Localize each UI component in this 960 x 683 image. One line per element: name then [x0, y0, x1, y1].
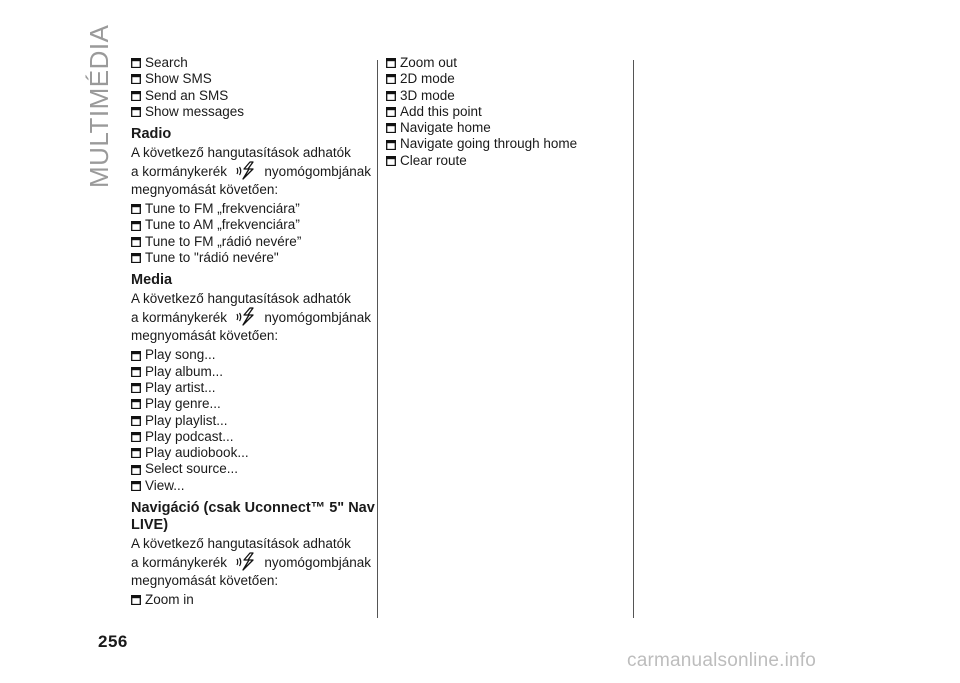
command-item [131, 201, 371, 217]
command-item [131, 347, 371, 363]
column-divider [633, 60, 634, 618]
command-icon [131, 58, 141, 68]
command-item [386, 71, 626, 87]
command-text: Tune to FM „rádió nevére” [145, 233, 302, 249]
command-icon [386, 156, 396, 166]
command-icon [386, 107, 396, 117]
command-text: Tune to FM „frekvenciára” [145, 201, 300, 217]
section-heading-radio: Radio [131, 126, 172, 143]
command-text: Zoom out [400, 55, 458, 70]
command-icon [131, 481, 141, 491]
command-icon [131, 399, 141, 409]
command-item [131, 461, 371, 477]
command-icon [386, 74, 396, 84]
command-icon [131, 221, 141, 231]
command-item [386, 55, 626, 71]
intro-paragraph: A következő hangutasítások adhatók a kormánykerék nyomógombjának megnyomását követően: [131, 145, 371, 198]
command-icon [131, 595, 141, 605]
watermark: carmanualsonline.info [627, 650, 817, 671]
command-item [131, 55, 371, 71]
voice-command-icon [235, 161, 257, 181]
command-text: Search [145, 55, 188, 70]
command-item [131, 217, 371, 233]
command-item [386, 104, 626, 120]
command-item [131, 429, 371, 445]
command-icon [131, 416, 141, 426]
voice-command-icon [235, 552, 257, 572]
command-item [131, 88, 371, 104]
command-text: Play playlist... [145, 412, 228, 428]
command-text: Zoom in [145, 592, 194, 608]
command-text: Show messages [145, 103, 245, 119]
command-text: Select source... [145, 461, 239, 477]
command-text: Tune to "rádió nevére" [145, 250, 279, 266]
column-middle [386, 55, 626, 169]
page-number: 256 [98, 632, 128, 651]
command-text: Send an SMS [145, 87, 229, 103]
command-text: Play audiobook... [145, 445, 249, 461]
command-text: Clear route [400, 152, 467, 168]
command-icon [131, 383, 141, 393]
command-icon [131, 204, 141, 214]
command-text: Play genre... [145, 396, 221, 412]
command-item [131, 413, 371, 429]
command-text: Play song... [145, 347, 216, 363]
command-icon [131, 351, 141, 361]
command-item [131, 478, 371, 494]
column-left [131, 55, 375, 608]
command-item [131, 71, 371, 87]
command-item [131, 445, 371, 461]
command-text: Add this point [400, 103, 482, 119]
command-text: Navigate home [400, 120, 491, 136]
command-item [386, 120, 626, 136]
command-icon [131, 74, 141, 84]
command-icon [131, 367, 141, 377]
command-text: Navigate going through home [400, 136, 578, 152]
command-icon [131, 465, 141, 475]
command-icon [386, 123, 396, 133]
column-divider [377, 60, 378, 618]
command-icon [131, 107, 141, 117]
command-icon [131, 448, 141, 458]
command-text: 3D mode [400, 87, 455, 103]
command-item [386, 136, 626, 152]
command-text: Play album... [145, 363, 224, 379]
command-text: Tune to AM „frekvenciára” [145, 217, 300, 233]
command-text: View... [145, 477, 185, 493]
command-text: Show SMS [145, 71, 212, 87]
command-item [131, 104, 371, 120]
command-icon [131, 432, 141, 442]
command-icon [131, 91, 141, 101]
command-text: 2D mode [400, 71, 455, 87]
section-side-title: MULTIMÉDIA [84, 24, 114, 188]
command-text: Play podcast... [145, 428, 234, 444]
intro-paragraph: A következő hangutasítások adhatók a kormánykerék nyomógombjának megnyomását követően: [131, 291, 371, 344]
command-icon [386, 91, 396, 101]
command-icon [386, 140, 396, 150]
command-text: Play artist... [145, 379, 216, 395]
command-icon [386, 58, 396, 68]
command-icon [131, 237, 141, 247]
command-item [131, 592, 371, 608]
section-heading-media: Media [131, 272, 173, 289]
command-item [131, 396, 371, 412]
command-item [131, 380, 371, 396]
voice-command-icon [235, 307, 257, 327]
command-icon [131, 253, 141, 263]
command-item [131, 250, 371, 266]
intro-paragraph: A következő hangutasítások adhatók a kormánykerék nyomógombjának megnyomását követően: [131, 536, 371, 589]
command-item [131, 234, 371, 250]
command-item [131, 364, 371, 380]
command-item [386, 88, 626, 104]
command-item [386, 153, 626, 169]
section-heading-navigation: Navigáció (csak Uconnect™ 5" Nav LIVE) [131, 500, 375, 534]
